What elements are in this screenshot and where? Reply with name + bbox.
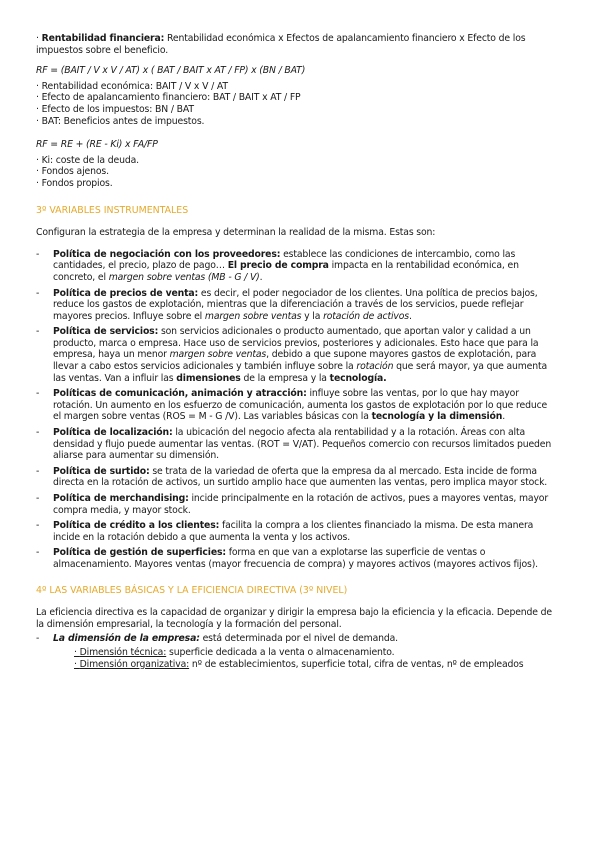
list1-item: · Efecto de los impuestos: BN / BAT (36, 103, 194, 115)
list1-item: · Efecto de apalancamiento financiero: BAT / BAIT x AT / FP (36, 92, 301, 104)
intro-4: La eficiencia directiva es la capacidad de organizar y dirigir la empresa bajo la eficiencia y la eficacia. Depende de la dimensión empresarial, la tecnología y la formación del personal. (36, 607, 552, 630)
rentabilidad-financiera-term: Rentabilidad financiera: (41, 33, 165, 44)
rentabilidad-financiera-paragraph: · Rentabilidad financiera: Rentabilidad económica x Efectos de apalancamiento financiero x Efecto de los impuestos sobre el beneficio. (36, 33, 526, 56)
document-page (36, 33, 556, 670)
policy-item-comunicacion: - Políticas de comunicación, animación y atracción: influye sobre las ventas, por lo que hay mayor rotación. Un aumento en los esfuerzo de comunicación, aumenta los gastos de explotación por lo que reduce el margen sobre ventas (ROS = M - G /V). Las variables básicas con la tecnología y la dimensión. (36, 388, 548, 423)
list2-item: · Ki: coste de la deuda. (36, 154, 139, 166)
policy-item-merchandising: - Política de merchandising: incide principalmente en la rotación de activos, pues a mayores ventas, mayor compra media, y mayor stock. (36, 493, 549, 516)
policy-item-proveedores: - Política de negociación con los proveedores: establece las condiciones de intercambio, como las cantidades, el precio, plazo de pago… El precio de compra impacta en la rentabilidad económica, en concreto, el margen sobre ventas (MB - G / V). (36, 248, 519, 283)
policy-item-precios: - Política de precios de venta: es decir, el poder negociador de los clientes. Una política de precios bajos, reduce los gastos de explotación, mientras que la diferenciación a través de los servicios, puede reflejar mayores precios. Influye sobre el margen sobre ventas y la rotación de activos. (36, 287, 538, 322)
list2-item: · Fondos propios. (36, 177, 113, 189)
section-heading-4: 4º LAS VARIABLES BÁSICAS Y LA EFICIENCIA DIRECTIVA (3º NIVEL) (36, 584, 348, 596)
list1-item: · BAT: Beneficios antes de impuestos. (36, 115, 205, 127)
list1-item: · Rentabilidad económica: BAIT / V x V / AT (36, 80, 228, 92)
formula-rf-2: RF = RE + (RE - Ki) x FA/FP (36, 139, 158, 151)
list2-item: · Fondos ajenos. (36, 166, 109, 178)
policy-item-localizacion: - Política de localización: la ubicación del negocio afecta ala rentabilidad y a la rotación. Áreas con alta densidad y flujo puede aumentar las ventas. (ROT = V/AT). Pequeños comercio con recursos limitados pueden aliarse para aumentar su dimensión. (36, 427, 552, 462)
sub-dimension-tecnica: · Dimensión técnica: superficie dedicada a la venta o almacenamiento. (74, 646, 395, 658)
formula-rf-1: RF = (BAIT / V x V / AT) x ( BAT / BAIT x AT / FP) x (BN / BAT) (36, 65, 306, 77)
policy-item-superficies: - Política de gestión de superficies: forma en que van a explotarse las superficie de ventas o almacenamiento. Mayores ventas (mayor frecuencia de compra) y mayores activos (mayores activos fijos). (36, 547, 538, 570)
section-heading-3: 3º VARIABLES INSTRUMENTALES (36, 204, 189, 216)
policy-item-credito: - Política de crédito a los clientes: facilita la compra a los clientes financiado la misma. De esta manera incide en la rotación debido a que aumenta la venta y los activos. (36, 520, 534, 543)
sub-dimension-organizativa: · Dimensión organizativa: nº de establecimientos, superficie total, cifra de ventas, nº de empleados (74, 658, 524, 670)
dimension-item: - La dimensión de la empresa: está determinada por el nivel de demanda. (36, 633, 398, 645)
policy-item-surtido: - Política de surtido: se trata de la variedad de oferta que la empresa da al mercado. Esta incide de forma directa en la rotación de activos, un surtido amplio hace que aumenten las ventas, pero implica mayor stock. (36, 465, 548, 489)
intro-3: Configuran la estrategia de la empresa y determinan la realidad de la misma. Estas son: (36, 227, 436, 239)
policy-item-servicios: - Política de servicios: son servicios adicionales o producto aumentado, que aportan valor y calidad a un producto, marca o empresa. Hace uso de servicios previos, posteriores y adicionales. Esto hace que para la empresa, haya un menor margen sobre ventas, debido a que supone mayores gastos de explotación, para llevar a cabo estos servicios adicionales y también influye sobre la rotación que será mayor, ya que aumenta las ventas. Van a influir las dimensiones de la empresa y la tecnología. (36, 326, 548, 384)
